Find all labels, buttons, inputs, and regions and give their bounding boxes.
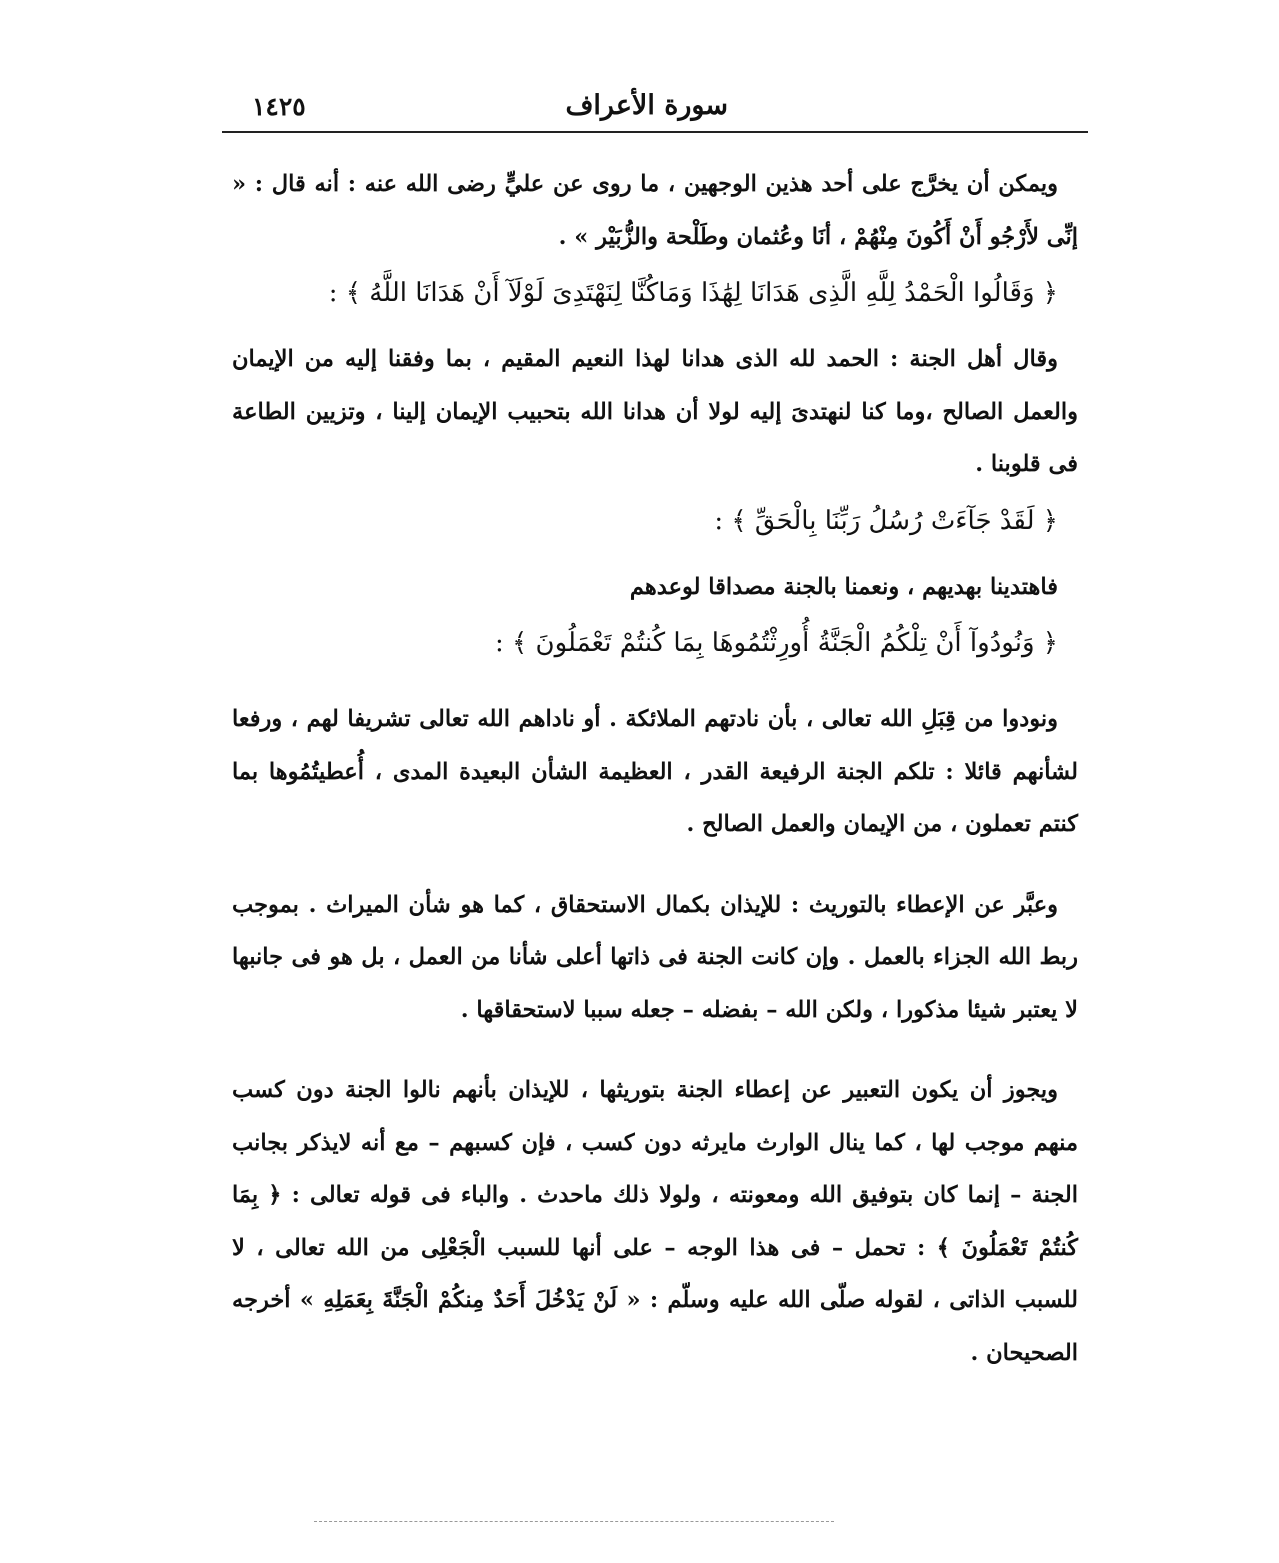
- paragraph-called-out: ونودوا من قِبَلِ الله تعالى ، بأن نادتهم الملائكة . أو ناداهم الله تعالى تشريفا لهم ، ورفعا لشأنهم قائلا : تلكم الجنة الرفيعة القدر ، العظيمة الشأن البعيدة المدى ، أُعطيتُمُوها بما كنتم تعملون ، من الإيمان والعمل الصالح .: [232, 706, 1078, 837]
- surah-title: سورة الأعراف: [565, 90, 728, 121]
- header-rule: [222, 131, 1088, 133]
- quran-verse-inheritance: ﴿ وَنُودُوآ أَنْ تِلْكُمُ الْجَنَّةُ أُورِثْتُمُوهَا بِمَا كُنتُمْ تَعْمَلُونَ ﴾ :: [494, 628, 1058, 658]
- quran-verse-messengers: ﴿ لَقَدْ جَآءَتْ رُسُلُ رَبِّنَا بِالْحَقِّ ﴾ :: [714, 505, 1058, 536]
- paragraph-ali-narration: ويمكن أن يخرَّج على أحد هذين الوجهين ، ما روى عن عليٍّ رضى الله عنه : أنه قال : « إنِّى لأَرْجُو أَنْ أَكُونَ مِنْهُمْ ، أنَا وعُثمان وطَلْحة والزُّبَيْر » .: [232, 171, 1078, 250]
- page-number: ١٤٢٥: [252, 92, 306, 121]
- paragraph-guidance: فاهتدينا بهديهم ، ونعمنا بالجنة مصداقا لوعدهم: [629, 573, 1058, 600]
- paragraph-inheritance-expression: وعبَّر عن الإعطاء بالتوريث : للإيذان بكمال الاستحقاق ، كما هو شأن الميراث . بموجب ربط الله الجزاء بالعمل . وإن كانت الجنة فى ذاتها أعلى شأنا من العمل ، بل هو فى جانبها لا يعتبر شيئا مذكورا ، ولكن الله – بفضله – جعله سببا لاستحقاقها .: [232, 891, 1078, 1023]
- paragraph-inheritance-alternative: ويجوز أن يكون التعبير عن إعطاء الجنة بتوريثها ، للإيذان بأنهم نالوا الجنة دون كسب منهم موجب لها ، كما ينال الوارث مايرثه دون كسب ، فإن كسبهم – مع أنه لايذكر بجانب الجنة – إنما كان بتوفيق الله ومعونته ، ولولا ذلك ماحدث . والباء فى قوله تعالى : ﴿ بِمَا كُنتُمْ تَعْمَلُونَ ﴾ : تحمل – فى هذا الوجه – على أنها للسبب الْجَعْلِى من الله تعالى ، لا للسبب الذاتى ، لقوله صلّى الله عليه وسلّم : « لَنْ يَدْخُلَ أَحَدٌ مِنكُمْ الْجَنَّةَ بِعَمَلِهِ » أخرجه الصحيحان .: [232, 1077, 1078, 1366]
- footer-rule: [314, 1521, 834, 1522]
- page-body: [232, 158, 1078, 1379]
- paragraph-people-of-paradise: وقال أهل الجنة : الحمد لله الذى هدانا لهذا النعيم المقيم ، بما وفقنا إليه من الإيمان والعمل الصالح ،وما كنا لنهتدىَ إليه لولا أن هدانا الله بتحبيب الإيمان إلينا ، وتزيين الطاعة فى قلوبنا .: [232, 346, 1078, 477]
- quran-verse-alhamd: ﴿ وَقَالُوا الْحَمْدُ لِلَّهِ الَّذِى هَدَانَا لِهَٰذَا وَمَاكُنَّا لِنَهْتَدِىَ لَوْلَآ أَنْ هَدَانَا اللَّهُ ﴾ :: [328, 278, 1058, 308]
- running-header: [222, 78, 1088, 130]
